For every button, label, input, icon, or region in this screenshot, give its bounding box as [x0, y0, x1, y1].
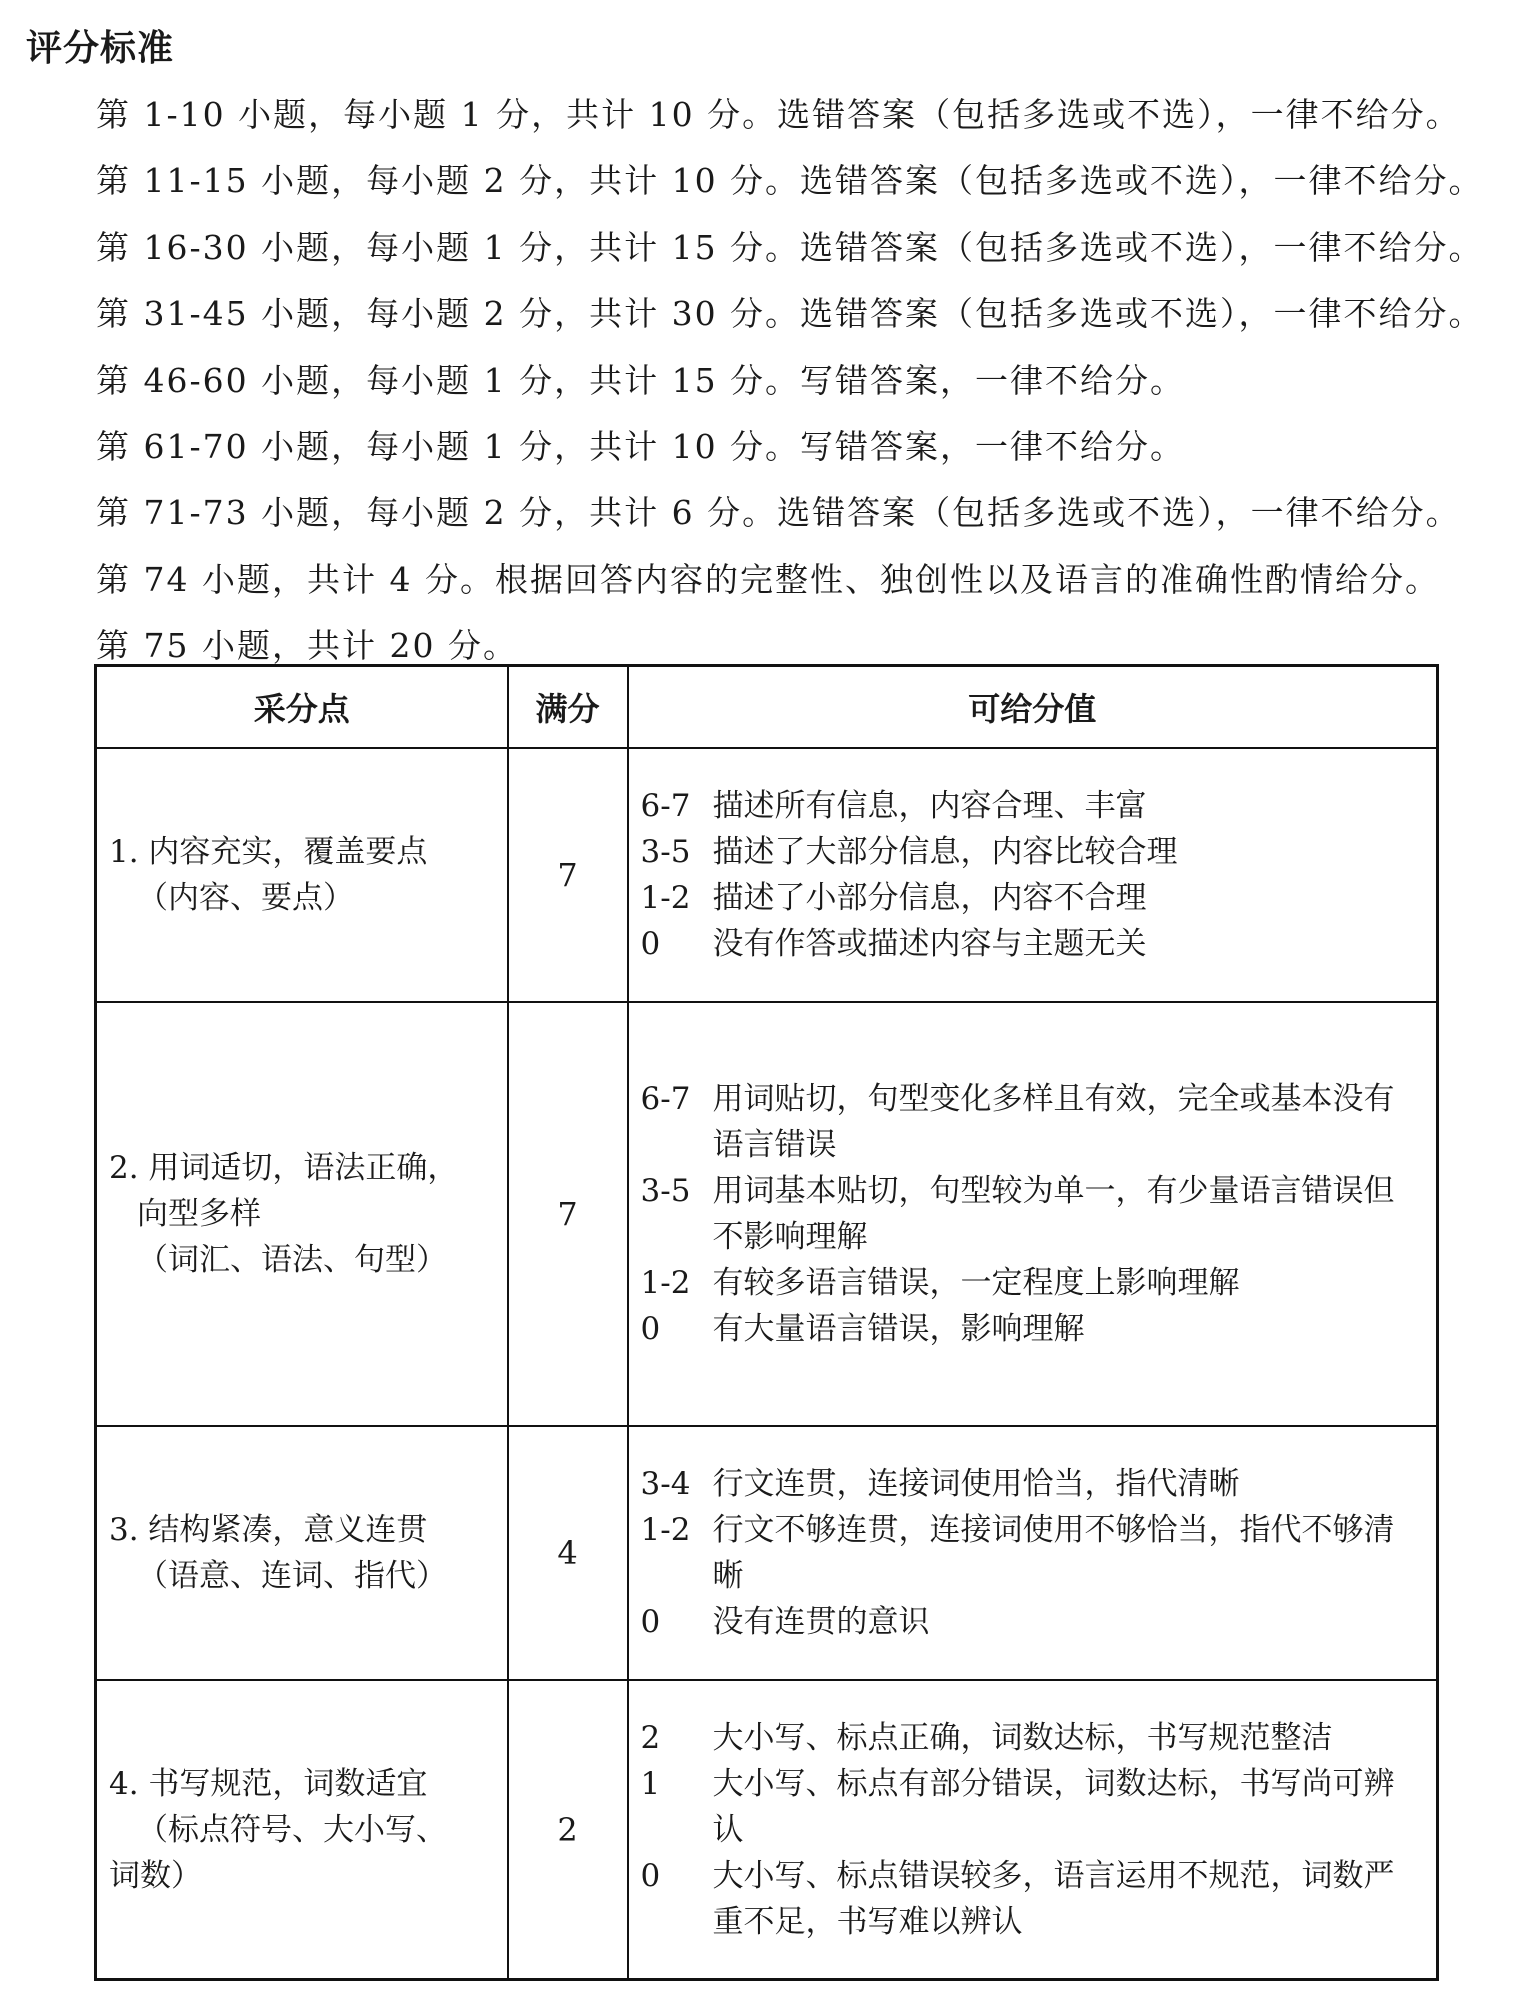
scoring-point-cell: [96, 748, 508, 1002]
score-band: [641, 1461, 1425, 1507]
full-score-cell: 4: [508, 1426, 628, 1680]
writing-score-table: [94, 664, 1439, 1981]
table-row: [96, 1002, 1438, 1426]
score-band: [641, 1761, 1425, 1853]
score-band: [641, 783, 1425, 829]
score-range: 2: [640, 1719, 661, 1756]
scoring-point-cell: [96, 1002, 508, 1426]
score-description: 描述了大部分信息，内容比较合理: [712, 834, 1178, 870]
score-range: 1: [640, 1765, 661, 1802]
score-band: [641, 1599, 1425, 1645]
rule-line: 第 74 小题，共计 4 分。根据回答内容的完整性、独创性以及语言的准确性酌情给分。: [96, 559, 1440, 599]
score-range: 3-5: [640, 1173, 691, 1209]
score-band: [641, 1260, 1425, 1306]
scoring-point-text: 3. 结构紧凑，意义连贯: [109, 1512, 428, 1548]
score-range: 3-5: [640, 834, 691, 870]
scoring-point-text: 词数）: [109, 1857, 202, 1894]
score-band: [641, 1715, 1425, 1761]
scoring-point-cell: [96, 1680, 508, 1980]
header-score-values: 可给分值: [628, 666, 1438, 749]
score-description: 大小写、标点有部分错误，词数达标，书写尚可辨认: [712, 1765, 1395, 1848]
scoring-point-text: （标点符号、大小写、: [137, 1811, 447, 1848]
header-scoring-point: 采分点: [96, 666, 508, 749]
score-range: 1-2: [640, 1265, 691, 1301]
scoring-point-text: 1. 内容充实，覆盖要点: [109, 834, 428, 870]
header-full-score: 满分: [508, 666, 628, 749]
score-band: [641, 1306, 1425, 1352]
rule-line: 第 61-70 小题，每小题 1 分，共计 10 分。写错答案，一律不给分。: [96, 426, 1186, 466]
scoring-point-text: （词汇、语法、句型）: [137, 1242, 447, 1278]
score-range: 0: [640, 1604, 661, 1640]
score-description: 没有作答或描述内容与主题无关: [712, 926, 1147, 962]
score-description: 用词贴切，句型变化多样且有效，完全或基本没有语言错误: [712, 1081, 1395, 1163]
score-band: [641, 1507, 1425, 1599]
score-description: 有较多语言错误，一定程度上影响理解: [712, 1265, 1240, 1301]
score-description: 描述了小部分信息，内容不合理: [712, 880, 1147, 916]
full-score-cell: 7: [508, 748, 628, 1002]
rule-line: 第 16-30 小题，每小题 1 分，共计 15 分。选错答案（包括多选或不选），一律不给分。: [96, 227, 1484, 267]
table-row: [96, 748, 1438, 1002]
score-values-cell: [628, 1680, 1438, 1980]
score-description: 没有连贯的意识: [712, 1604, 930, 1640]
score-range: 1-2: [640, 880, 691, 916]
score-description: 描述所有信息，内容合理、丰富: [712, 788, 1147, 824]
score-range: 6-7: [640, 1081, 691, 1117]
table-row: [96, 1680, 1438, 1980]
score-band: [641, 875, 1425, 921]
page-title: 评分标准: [26, 28, 175, 69]
score-values-cell: [628, 1426, 1438, 1680]
scoring-point-text: （语意、连词、指代）: [137, 1558, 447, 1594]
score-band: [641, 921, 1425, 967]
score-range: 6-7: [640, 788, 691, 824]
scoring-point-text: 4. 书写规范，词数适宜: [109, 1765, 428, 1802]
score-band: [641, 829, 1425, 875]
score-range: 0: [640, 1857, 661, 1894]
score-band: [641, 1076, 1425, 1168]
rule-line: 第 46-60 小题，每小题 1 分，共计 15 分。写错答案，一律不给分。: [96, 360, 1186, 400]
scoring-rules-list: [96, 82, 1496, 680]
score-values-cell: [628, 1002, 1438, 1426]
score-description: 行文连贯，连接词使用恰当，指代清晰: [712, 1466, 1240, 1502]
score-description: 行文不够连贯，连接词使用不够恰当，指代不够清晰: [712, 1512, 1395, 1594]
score-range: 0: [640, 926, 661, 962]
table-row: [96, 1426, 1438, 1680]
full-score-cell: 7: [508, 1002, 628, 1426]
rule-line: 第 71-73 小题，每小题 2 分，共计 6 分。选错答案（包括多选或不选），一律不给分。: [96, 493, 1461, 533]
score-description: 大小写、标点正确，词数达标，书写规范整洁: [712, 1719, 1333, 1756]
scoring-point-cell: [96, 1426, 508, 1680]
rule-line: 第 31-45 小题，每小题 2 分，共计 30 分。选错答案（包括多选或不选），一律不给分。: [96, 294, 1484, 334]
score-description: 大小写、标点错误较多，语言运用不规范，词数严重不足，书写难以辨认: [712, 1857, 1395, 1940]
rule-line: 第 75 小题，共计 20 分。: [96, 626, 518, 666]
score-band: [641, 1853, 1425, 1945]
score-range: 1-2: [640, 1512, 691, 1548]
score-band: [641, 1168, 1425, 1260]
scoring-point-text: 向型多样: [137, 1196, 261, 1232]
full-score-cell: 2: [508, 1680, 628, 1980]
table-header-row: [96, 666, 1438, 749]
rule-line: 第 1-10 小题，每小题 1 分，共计 10 分。选错答案（包括多选或不选），一律不给分。: [96, 95, 1461, 134]
score-description: 有大量语言错误，影响理解: [712, 1311, 1085, 1347]
score-range: 3-4: [640, 1466, 691, 1502]
rule-line: 第 11-15 小题，每小题 2 分，共计 10 分。选错答案（包括多选或不选），一律不给分。: [96, 161, 1484, 201]
scoring-point-text: 2. 用词适切，语法正确，: [109, 1150, 459, 1186]
score-range: 0: [640, 1311, 661, 1347]
score-values-cell: [628, 748, 1438, 1002]
scoring-point-text: （内容、要点）: [137, 880, 354, 916]
score-description: 用词基本贴切，句型较为单一，有少量语言错误但不影响理解: [712, 1173, 1395, 1255]
